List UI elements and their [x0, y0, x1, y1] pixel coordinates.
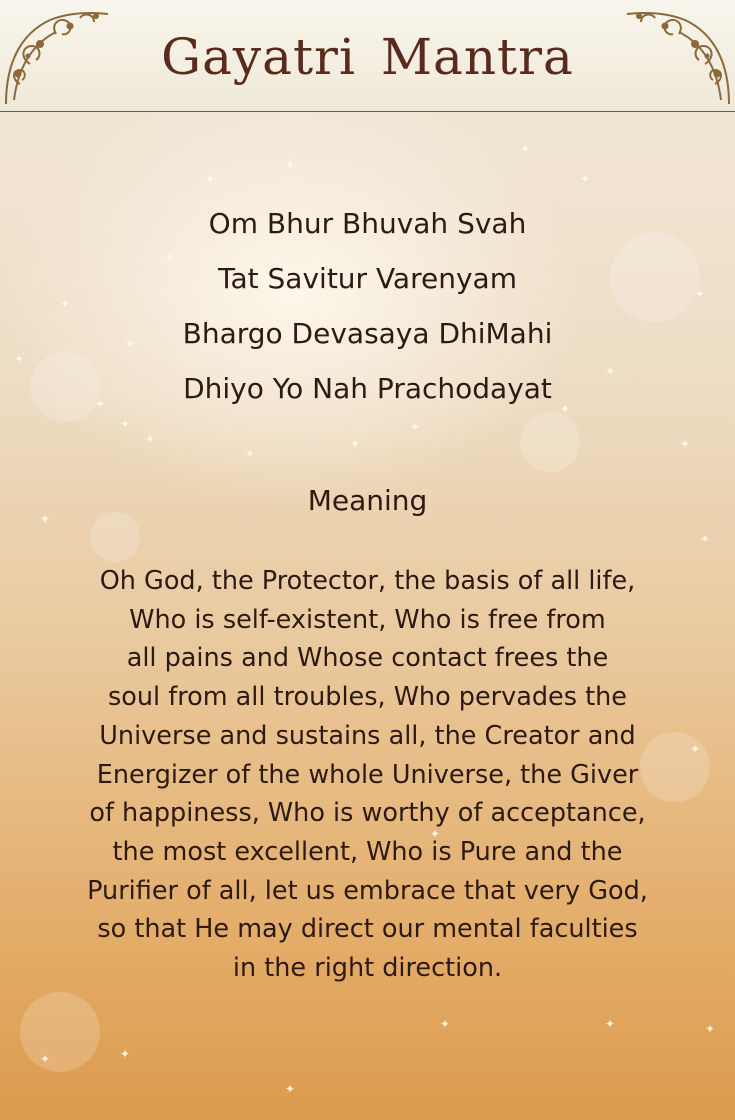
meaning-line: in the right direction.	[232, 953, 503, 984]
sparkle-icon: ✦	[165, 250, 176, 264]
mantra-line: Dhiyo Yo Nah Prachodayat	[183, 372, 552, 405]
sparkle-icon: ✦	[120, 1047, 131, 1061]
bokeh-light	[90, 512, 140, 562]
mantra-verse	[0, 196, 735, 416]
sparkle-icon: ✦	[695, 287, 706, 301]
meaning-line: the most excellent, Who is Pure and the	[112, 836, 623, 867]
sparkle-icon: ✦	[690, 742, 701, 756]
sparkle-icon: ✦	[605, 364, 616, 378]
sparkle-icon: ✦	[440, 1017, 451, 1031]
sparkle-icon: ✦	[145, 432, 156, 446]
sparkle-icon: ✦	[245, 447, 256, 461]
meaning-line: Oh God, the Protector, the basis of all life,	[99, 566, 636, 596]
sparkle-icon: ✦	[14, 352, 25, 366]
meaning-line: Purifier of all, let us embrace that very God,	[87, 875, 648, 906]
sparkle-icon: ✦	[350, 437, 361, 451]
sparkle-icon: ✦	[120, 417, 131, 431]
meaning-line: Universe and sustains all, the Creator and	[99, 720, 636, 751]
mantra-panel	[0, 112, 735, 1120]
title-banner	[0, 0, 735, 112]
meaning-line: Energizer of the whole Universe, the Giver	[96, 759, 639, 790]
page-title: Gayatri Mantra	[161, 28, 574, 86]
sparkle-icon: ✦	[285, 158, 296, 172]
sparkle-icon: ✦	[520, 142, 531, 156]
sparkle-icon: ✦	[285, 1082, 296, 1096]
sparkle-icon: ✦	[430, 827, 441, 841]
bokeh-light	[520, 412, 580, 472]
mantra-line: Om Bhur Bhuvah Svah	[208, 207, 527, 240]
sparkle-icon: ✦	[40, 512, 51, 526]
sparkle-icon: ✦	[560, 402, 571, 416]
sparkle-icon: ✦	[410, 420, 421, 434]
sparkle-icon: ✦	[60, 297, 71, 311]
meaning-line: of happiness, Who is worthy of acceptance,	[89, 798, 646, 829]
meaning-heading: Meaning	[307, 484, 428, 517]
meaning-paragraph	[32, 562, 703, 988]
sparkle-icon: ✦	[700, 532, 711, 546]
sparkle-icon: ✦	[705, 1022, 716, 1036]
meaning-line: Who is self-existent, Who is free from	[129, 604, 606, 635]
sparkle-icon: ✦	[580, 172, 591, 186]
bokeh-light	[20, 992, 100, 1072]
floral-ornament-icon	[623, 4, 735, 110]
meaning-line: so that He may direct our mental faculties	[97, 914, 638, 945]
sparkle-icon: ✦	[680, 437, 691, 451]
mantra-line: Bhargo Devasaya DhiMahi	[182, 317, 553, 350]
sparkle-icon: ✦	[40, 1052, 51, 1066]
sparkle-icon: ✦	[605, 1017, 616, 1031]
sparkle-icon: ✦	[95, 397, 106, 411]
sparkle-icon: ✦	[125, 337, 136, 351]
sparkle-icon: ✦	[205, 172, 216, 186]
meaning-line: all pains and Whose contact frees the	[126, 643, 609, 674]
meaning-line: soul from all troubles, Who pervades the	[107, 682, 627, 713]
mantra-line: Tat Savitur Varenyam	[218, 262, 517, 295]
